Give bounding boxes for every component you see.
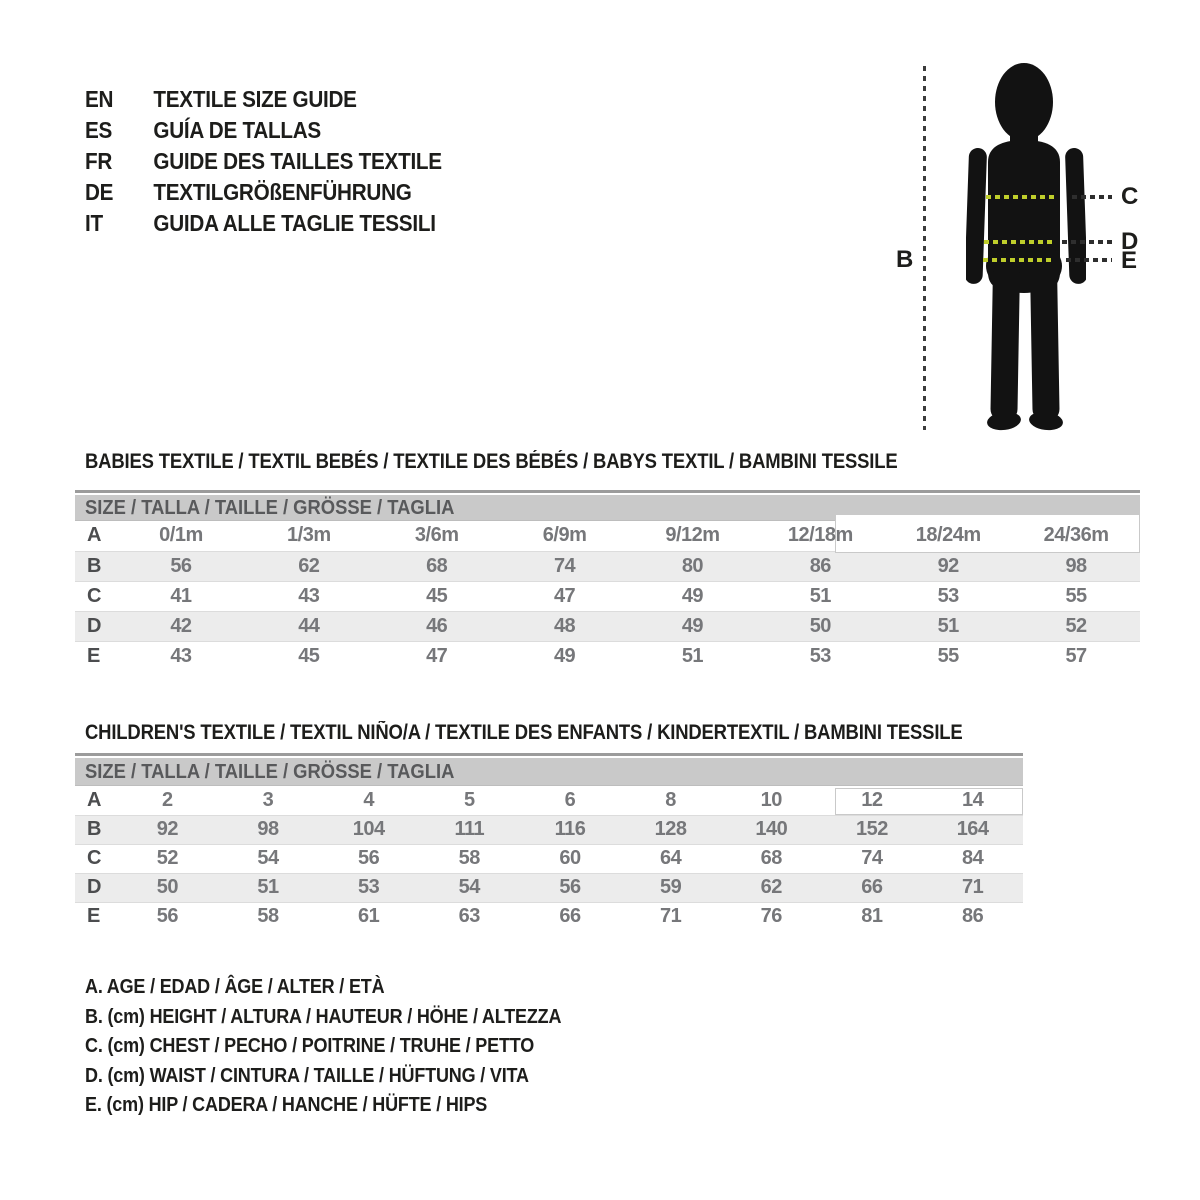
children-row-height (75, 815, 1023, 844)
size-cell: 5 (463, 788, 475, 811)
lang-row-fr (85, 146, 442, 177)
row-label: E (87, 905, 100, 928)
size-cell: 44 (298, 614, 320, 637)
size-cell: 49 (553, 644, 576, 667)
size-cell: 49 (681, 614, 704, 637)
size-cell: 53 (809, 644, 831, 667)
size-cell: 43 (298, 584, 320, 607)
size-cell: 58 (458, 847, 480, 869)
size-cell: 98 (1065, 554, 1087, 577)
size-cell: 66 (861, 876, 883, 898)
children-row-hip (75, 902, 1023, 931)
size-cell: 56 (559, 876, 581, 898)
waist-dash-on-body (984, 240, 1052, 244)
lang-code: DE (85, 179, 114, 205)
language-title-list (85, 84, 482, 239)
silhouette-left-leg (990, 262, 1020, 422)
height-label: B (896, 246, 914, 273)
children-size-header-bar (75, 758, 1023, 786)
size-cell: 98 (257, 818, 279, 840)
measurement-legend (85, 973, 614, 1121)
size-cell: 4 (363, 788, 374, 811)
row-label: B (87, 818, 101, 840)
children-row-waist (75, 873, 1023, 902)
lang-code: EN (85, 86, 114, 112)
size-cell: 49 (681, 584, 704, 607)
size-cell: 54 (257, 847, 279, 869)
children-size-table (75, 753, 1023, 931)
size-cell: 64 (659, 847, 682, 869)
lang-title: GUIDA ALLE TAGLIE TESSILI (153, 210, 436, 236)
row-label: C (87, 584, 101, 607)
table-top-rule (75, 753, 1023, 756)
row-label: D (87, 876, 101, 898)
size-cell: 76 (760, 905, 782, 928)
size-header-label: SIZE / TALLA / TAILLE / GRÖSSE / TAGLIA (85, 497, 455, 519)
size-cell: 62 (298, 554, 320, 577)
hip-dash-on-body (983, 258, 1053, 262)
hip-dash-leader (1066, 258, 1112, 262)
size-cell: 24/36m (1043, 524, 1109, 547)
size-cell: 3 (262, 788, 274, 811)
size-cell: 111 (454, 818, 485, 840)
row-label: A (87, 788, 101, 811)
row-label: B (87, 554, 101, 577)
size-cell: 9/12m (665, 524, 720, 547)
children-row-chest (75, 844, 1023, 873)
children-section-heading: CHILDREN'S TEXTILE / TEXTIL NIÑO/A / TEXTILE DES ENFANTS / KINDERTEXTIL / BAMBINI TESSILE (85, 721, 963, 744)
size-cell: 8 (665, 788, 676, 811)
size-cell: 53 (937, 584, 959, 607)
silhouette-left-arm (966, 148, 987, 285)
size-cell: 62 (760, 876, 782, 898)
size-cell: 51 (681, 644, 704, 667)
size-cell: 43 (170, 644, 192, 667)
size-cell: 45 (426, 584, 448, 607)
size-cell: 10 (760, 788, 782, 811)
size-cell: 92 (937, 554, 959, 577)
size-cell: 2 (162, 788, 173, 811)
babies-row-hip (75, 641, 1140, 671)
lang-row-en (85, 84, 442, 115)
size-cell: 84 (962, 847, 984, 869)
lang-row-it (85, 208, 442, 239)
size-cell: 71 (962, 876, 984, 898)
size-cell: 56 (358, 847, 380, 869)
size-cell: 92 (156, 818, 178, 840)
size-cell: 68 (760, 847, 782, 869)
row-label: A (87, 524, 101, 547)
waist-dash-leader (1062, 240, 1112, 244)
size-cell: 57 (1065, 644, 1087, 667)
size-cell: 0/1m (159, 524, 203, 547)
lang-title: TEXTILE SIZE GUIDE (153, 86, 357, 112)
size-cell: 12 (861, 788, 883, 811)
size-cell: 104 (352, 818, 385, 840)
size-cell: 50 (156, 876, 178, 898)
size-cell: 86 (809, 554, 831, 577)
size-cell: 14 (962, 788, 984, 811)
size-cell: 52 (156, 847, 178, 869)
table-top-rule (75, 490, 1140, 493)
babies-row-age (75, 521, 1140, 551)
babies-size-table (75, 490, 1140, 671)
size-cell: 45 (298, 644, 320, 667)
size-cell: 61 (358, 905, 380, 928)
lang-title: GUIDE DES TAILLES TEXTILE (153, 148, 442, 174)
size-cell: 164 (956, 818, 989, 840)
lang-row-de (85, 177, 442, 208)
babies-section-heading: BABIES TEXTILE / TEXTIL BEBÉS / TEXTILE DES BÉBÉS / BABYS TEXTIL / BAMBINI TESSILE (85, 450, 898, 473)
legend-hip: E. (cm) HIP / CADERA / HANCHE / HÜFTE / HIPS (85, 1094, 488, 1117)
size-cell: 66 (559, 905, 581, 928)
size-cell: 1/3m (287, 524, 331, 547)
row-label: E (87, 644, 100, 667)
height-measure-dotted-line (923, 66, 926, 430)
lang-code: IT (85, 210, 103, 236)
size-cell: 51 (809, 584, 831, 607)
size-cell: 47 (426, 644, 448, 667)
size-cell: 6/9m (542, 524, 587, 547)
lang-row-es (85, 115, 442, 146)
size-cell: 58 (257, 905, 279, 928)
size-cell: 48 (553, 614, 576, 637)
size-cell: 140 (755, 818, 788, 840)
size-cell: 52 (1065, 614, 1087, 637)
size-cell: 71 (659, 905, 682, 928)
size-cell: 63 (458, 905, 480, 928)
size-cell: 56 (156, 905, 178, 928)
hip-label: E (1121, 247, 1138, 274)
size-cell: 46 (426, 614, 448, 637)
silhouette-right-leg (1030, 262, 1060, 422)
size-cell: 59 (659, 876, 682, 898)
lang-code: ES (85, 117, 113, 143)
size-cell: 54 (458, 876, 480, 898)
chest-dash-leader (1072, 195, 1112, 199)
waist-label: D (1121, 228, 1139, 255)
size-cell: 51 (937, 614, 959, 637)
size-cell: 3/6m (414, 524, 459, 547)
size-cell: 18/24m (915, 524, 981, 547)
size-cell: 81 (861, 905, 883, 928)
size-cell: 116 (554, 818, 586, 840)
size-cell: 55 (1065, 584, 1087, 607)
size-cell: 86 (962, 905, 984, 928)
child-silhouette (966, 62, 1086, 432)
size-cell: 68 (426, 554, 448, 577)
lang-title: GUÍA DE TALLAS (153, 117, 321, 143)
size-cell: 60 (559, 847, 581, 869)
size-cell: 74 (553, 554, 576, 577)
children-row-age (75, 786, 1023, 815)
size-cell: 53 (358, 876, 380, 898)
row-label: D (87, 614, 101, 637)
chest-label: C (1121, 183, 1139, 210)
lang-title: TEXTILGRÖßENFÜHRUNG (153, 179, 412, 205)
size-cell: 42 (170, 614, 192, 637)
legend-height: B. (cm) HEIGHT / ALTURA / HAUTEUR / HÖHE / ALTEZZA (85, 1005, 562, 1028)
lang-code: FR (85, 148, 113, 174)
silhouette-right-arm (1065, 148, 1086, 285)
legend-chest: C. (cm) CHEST / PECHO / POITRINE / TRUHE / PETTO (85, 1035, 535, 1058)
legend-waist: D. (cm) WAIST / CINTURA / TAILLE / HÜFTUNG / VITA (85, 1064, 529, 1087)
babies-row-chest (75, 581, 1140, 611)
size-cell: 74 (861, 847, 883, 869)
size-cell: 55 (937, 644, 959, 667)
legend-age: A. AGE / EDAD / ÂGE / ALTER / ETÀ (85, 976, 385, 998)
size-cell: 152 (855, 818, 888, 840)
size-cell: 41 (170, 584, 192, 607)
babies-row-waist (75, 611, 1140, 641)
size-cell: 12/18m (787, 524, 853, 547)
size-cell: 6 (564, 788, 576, 811)
babies-row-height (75, 551, 1140, 581)
size-cell: 128 (654, 818, 687, 840)
row-label: C (87, 847, 101, 869)
size-cell: 51 (257, 876, 279, 898)
size-cell: 50 (809, 614, 831, 637)
chest-dash-on-body (986, 195, 1058, 199)
size-header-label: SIZE / TALLA / TAILLE / GRÖSSE / TAGLIA (85, 761, 455, 783)
size-cell: 80 (681, 554, 704, 577)
size-cell: 56 (170, 554, 192, 577)
size-cell: 47 (553, 584, 576, 607)
